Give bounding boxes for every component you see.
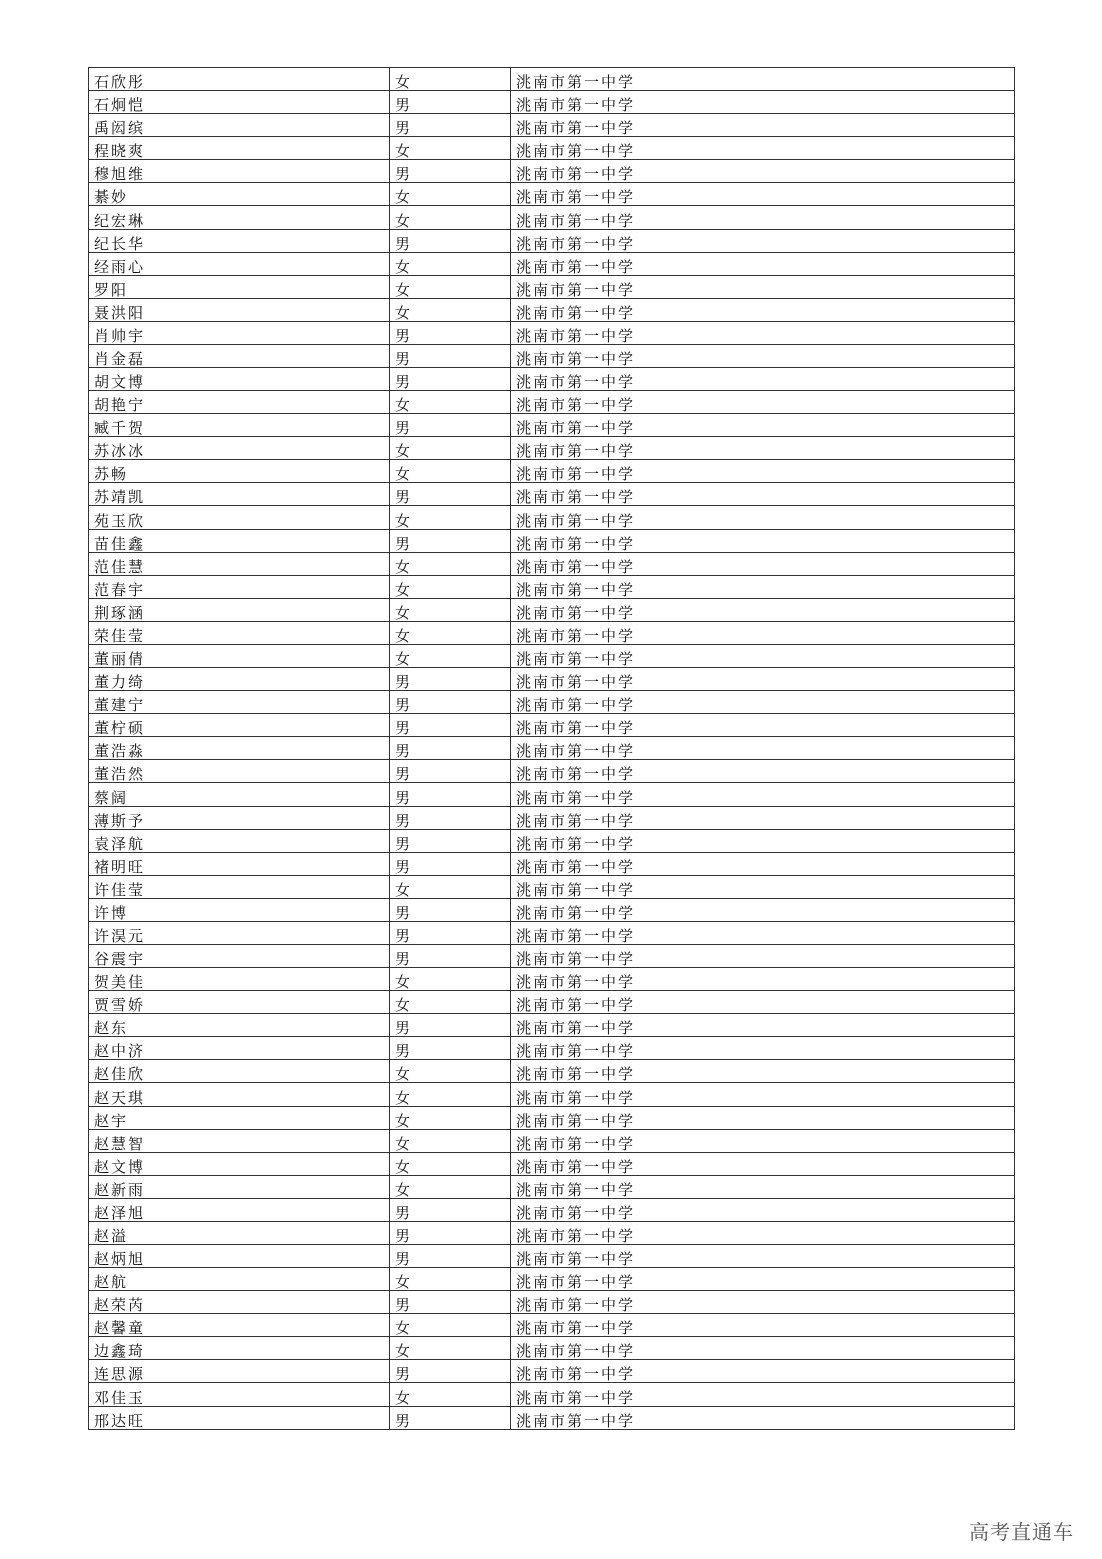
student-name-cell: 禹闳缤 [89,114,390,137]
table-row [89,391,1015,414]
table-row [89,344,1015,367]
roster-table [88,67,1015,1430]
school-cell: 洮南市第一中学 [511,68,1015,91]
gender-cell: 女 [390,183,511,206]
school-cell: 洮南市第一中学 [511,760,1015,783]
school-cell: 洮南市第一中学 [511,1037,1015,1060]
table-row [89,275,1015,298]
school-cell: 洮南市第一中学 [511,1060,1015,1083]
student-name-cell: 董柠硕 [89,714,390,737]
student-name-cell: 袁泽航 [89,829,390,852]
table-row [89,437,1015,460]
gender-cell: 男 [390,160,511,183]
table-row [89,575,1015,598]
student-name-cell: 苏冰冰 [89,437,390,460]
school-cell: 洮南市第一中学 [511,1291,1015,1314]
gender-cell: 女 [390,1106,511,1129]
table-row [89,137,1015,160]
school-cell: 洮南市第一中学 [511,575,1015,598]
table-row [89,1083,1015,1106]
gender-cell: 女 [390,437,511,460]
school-cell: 洮南市第一中学 [511,91,1015,114]
table-row [89,183,1015,206]
school-cell: 洮南市第一中学 [511,137,1015,160]
school-cell: 洮南市第一中学 [511,691,1015,714]
student-name-cell: 贺美佳 [89,968,390,991]
school-cell: 洮南市第一中学 [511,944,1015,967]
gender-cell: 男 [390,806,511,829]
school-cell: 洮南市第一中学 [511,344,1015,367]
table-row [89,1291,1015,1314]
student-name-cell: 聂洪阳 [89,298,390,321]
gender-cell: 女 [390,644,511,667]
table-row [89,968,1015,991]
table-row [89,91,1015,114]
school-cell: 洮南市第一中学 [511,1083,1015,1106]
school-cell: 洮南市第一中学 [511,644,1015,667]
table-row [89,114,1015,137]
gender-cell: 女 [390,460,511,483]
student-name-cell: 程晓爽 [89,137,390,160]
student-name-cell: 赵宇 [89,1106,390,1129]
table-row [89,598,1015,621]
gender-cell: 男 [390,668,511,691]
school-cell: 洮南市第一中学 [511,183,1015,206]
school-cell: 洮南市第一中学 [511,114,1015,137]
school-cell: 洮南市第一中学 [511,1244,1015,1267]
student-name-cell: 赵天琪 [89,1083,390,1106]
student-name-cell: 荆琢涵 [89,598,390,621]
student-name-cell: 綦妙 [89,183,390,206]
student-name-cell: 苗佳鑫 [89,529,390,552]
gender-cell: 女 [390,875,511,898]
table-row [89,1152,1015,1175]
table-row [89,529,1015,552]
student-name-cell: 肖金磊 [89,344,390,367]
school-cell: 洮南市第一中学 [511,991,1015,1014]
table-row [89,68,1015,91]
school-cell: 洮南市第一中学 [511,460,1015,483]
table-row [89,1037,1015,1060]
student-name-cell: 赵文博 [89,1152,390,1175]
table-row [89,1198,1015,1221]
school-cell: 洮南市第一中学 [511,529,1015,552]
gender-cell: 男 [390,1221,511,1244]
school-cell: 洮南市第一中学 [511,875,1015,898]
gender-cell: 女 [390,137,511,160]
table-row [89,206,1015,229]
table-row [89,321,1015,344]
gender-cell: 女 [390,1268,511,1291]
school-cell: 洮南市第一中学 [511,668,1015,691]
school-cell: 洮南市第一中学 [511,1198,1015,1221]
table-row [89,691,1015,714]
school-cell: 洮南市第一中学 [511,1175,1015,1198]
school-cell: 洮南市第一中学 [511,368,1015,391]
table-row [89,552,1015,575]
table-row [89,1175,1015,1198]
school-cell: 洮南市第一中学 [511,898,1015,921]
student-name-cell: 肖帅宇 [89,321,390,344]
table-row [89,1060,1015,1083]
student-name-cell: 范佳慧 [89,552,390,575]
school-cell: 洮南市第一中学 [511,968,1015,991]
student-name-cell: 胡文博 [89,368,390,391]
school-cell: 洮南市第一中学 [511,783,1015,806]
school-cell: 洮南市第一中学 [511,737,1015,760]
student-name-cell: 范春宇 [89,575,390,598]
table-row [89,991,1015,1014]
student-name-cell: 赵泽旭 [89,1198,390,1221]
gender-cell: 女 [390,1129,511,1152]
gender-cell: 男 [390,483,511,506]
table-row [89,783,1015,806]
gender-cell: 男 [390,783,511,806]
gender-cell: 男 [390,760,511,783]
school-cell: 洮南市第一中学 [511,160,1015,183]
student-name-cell: 褚明旺 [89,852,390,875]
student-name-cell: 纪长华 [89,229,390,252]
table-row [89,1244,1015,1267]
gender-cell: 女 [390,298,511,321]
gender-cell: 男 [390,529,511,552]
gender-cell: 男 [390,1014,511,1037]
student-name-cell: 赵炳旭 [89,1244,390,1267]
student-name-cell: 董力绮 [89,668,390,691]
student-name-cell: 许佳莹 [89,875,390,898]
gender-cell: 男 [390,229,511,252]
table-row [89,460,1015,483]
school-cell: 洮南市第一中学 [511,1360,1015,1383]
student-name-cell: 董丽倩 [89,644,390,667]
gender-cell: 女 [390,506,511,529]
student-name-cell: 贾雪娇 [89,991,390,1014]
gender-cell: 女 [390,391,511,414]
school-cell: 洮南市第一中学 [511,321,1015,344]
student-name-cell: 邓佳玉 [89,1383,390,1406]
table-row [89,714,1015,737]
school-cell: 洮南市第一中学 [511,852,1015,875]
gender-cell: 男 [390,1360,511,1383]
gender-cell: 女 [390,1060,511,1083]
school-cell: 洮南市第一中学 [511,806,1015,829]
table-row [89,944,1015,967]
table-row [89,1314,1015,1337]
gender-cell: 女 [390,1383,511,1406]
student-name-cell: 胡艳宁 [89,391,390,414]
table-row [89,1360,1015,1383]
student-name-cell: 纪宏琳 [89,206,390,229]
student-name-cell: 赵荣芮 [89,1291,390,1314]
table-row [89,621,1015,644]
gender-cell: 女 [390,968,511,991]
gender-cell: 男 [390,1291,511,1314]
school-cell: 洮南市第一中学 [511,829,1015,852]
student-name-cell: 苑玉欣 [89,506,390,529]
gender-cell: 男 [390,691,511,714]
table-row [89,921,1015,944]
table-row [89,160,1015,183]
gender-cell: 女 [390,991,511,1014]
student-name-cell: 经雨心 [89,252,390,275]
gender-cell: 女 [390,1314,511,1337]
table-row [89,668,1015,691]
table-row [89,1337,1015,1360]
gender-cell: 女 [390,598,511,621]
gender-cell: 男 [390,1244,511,1267]
school-cell: 洮南市第一中学 [511,506,1015,529]
gender-cell: 男 [390,737,511,760]
student-name-cell: 薄斯予 [89,806,390,829]
gender-cell: 女 [390,552,511,575]
gender-cell: 男 [390,414,511,437]
student-name-cell: 赵东 [89,1014,390,1037]
table-row [89,1221,1015,1244]
table-row [89,298,1015,321]
student-name-cell: 赵慧智 [89,1129,390,1152]
gender-cell: 男 [390,944,511,967]
gender-cell: 男 [390,852,511,875]
gender-cell: 女 [390,252,511,275]
student-name-cell: 罗阳 [89,275,390,298]
table-row [89,1106,1015,1129]
student-name-cell: 谷震宇 [89,944,390,967]
student-name-cell: 赵溢 [89,1221,390,1244]
student-name-cell: 赵馨童 [89,1314,390,1337]
gender-cell: 女 [390,575,511,598]
table-row [89,806,1015,829]
gender-cell: 男 [390,1037,511,1060]
school-cell: 洮南市第一中学 [511,621,1015,644]
school-cell: 洮南市第一中学 [511,1221,1015,1244]
school-cell: 洮南市第一中学 [511,1268,1015,1291]
gender-cell: 男 [390,714,511,737]
table-row [89,1383,1015,1406]
student-name-cell: 苏靖凯 [89,483,390,506]
student-name-cell: 赵佳欣 [89,1060,390,1083]
school-cell: 洮南市第一中学 [511,1014,1015,1037]
gender-cell: 女 [390,1337,511,1360]
table-row [89,1129,1015,1152]
school-cell: 洮南市第一中学 [511,1383,1015,1406]
table-row [89,737,1015,760]
gender-cell: 男 [390,1406,511,1429]
student-name-cell: 穆旭维 [89,160,390,183]
school-cell: 洮南市第一中学 [511,391,1015,414]
school-cell: 洮南市第一中学 [511,714,1015,737]
gender-cell: 男 [390,368,511,391]
table-row [89,1268,1015,1291]
gender-cell: 女 [390,621,511,644]
student-name-cell: 董建宁 [89,691,390,714]
school-cell: 洮南市第一中学 [511,298,1015,321]
gender-cell: 男 [390,898,511,921]
student-name-cell: 蔡阔 [89,783,390,806]
gender-cell: 女 [390,1152,511,1175]
gender-cell: 男 [390,321,511,344]
school-cell: 洮南市第一中学 [511,229,1015,252]
student-name-cell: 苏畅 [89,460,390,483]
table-row [89,229,1015,252]
gender-cell: 女 [390,206,511,229]
student-name-cell: 边鑫琦 [89,1337,390,1360]
gender-cell: 女 [390,1083,511,1106]
table-row [89,252,1015,275]
student-name-cell: 石欣彤 [89,68,390,91]
student-name-cell: 许淏元 [89,921,390,944]
student-name-cell: 荣佳莹 [89,621,390,644]
gender-cell: 男 [390,344,511,367]
school-cell: 洮南市第一中学 [511,1406,1015,1429]
student-name-cell: 臧千贺 [89,414,390,437]
student-name-cell: 许博 [89,898,390,921]
student-name-cell: 董浩然 [89,760,390,783]
table-row [89,368,1015,391]
gender-cell: 男 [390,114,511,137]
student-name-cell: 赵新雨 [89,1175,390,1198]
roster-body [89,68,1015,1430]
school-cell: 洮南市第一中学 [511,1152,1015,1175]
table-row [89,506,1015,529]
school-cell: 洮南市第一中学 [511,1129,1015,1152]
gender-cell: 男 [390,921,511,944]
student-name-cell: 石炯恺 [89,91,390,114]
table-row [89,829,1015,852]
school-cell: 洮南市第一中学 [511,252,1015,275]
gender-cell: 女 [390,275,511,298]
table-row [89,852,1015,875]
school-cell: 洮南市第一中学 [511,437,1015,460]
school-cell: 洮南市第一中学 [511,206,1015,229]
gender-cell: 男 [390,829,511,852]
table-row [89,875,1015,898]
watermark-text: 高考直通车 [969,1520,1074,1544]
table-row [89,1406,1015,1429]
table-row [89,644,1015,667]
school-cell: 洮南市第一中学 [511,483,1015,506]
student-name-cell: 赵航 [89,1268,390,1291]
table-row [89,414,1015,437]
school-cell: 洮南市第一中学 [511,598,1015,621]
student-name-cell: 邢达旺 [89,1406,390,1429]
table-row [89,898,1015,921]
gender-cell: 男 [390,1198,511,1221]
gender-cell: 女 [390,68,511,91]
table-row [89,760,1015,783]
school-cell: 洮南市第一中学 [511,1337,1015,1360]
gender-cell: 女 [390,1175,511,1198]
school-cell: 洮南市第一中学 [511,921,1015,944]
school-cell: 洮南市第一中学 [511,414,1015,437]
school-cell: 洮南市第一中学 [511,552,1015,575]
table-row [89,1014,1015,1037]
school-cell: 洮南市第一中学 [511,275,1015,298]
gender-cell: 男 [390,91,511,114]
student-name-cell: 连思源 [89,1360,390,1383]
student-name-cell: 董浩淼 [89,737,390,760]
table-row [89,483,1015,506]
school-cell: 洮南市第一中学 [511,1106,1015,1129]
student-name-cell: 赵中济 [89,1037,390,1060]
school-cell: 洮南市第一中学 [511,1314,1015,1337]
